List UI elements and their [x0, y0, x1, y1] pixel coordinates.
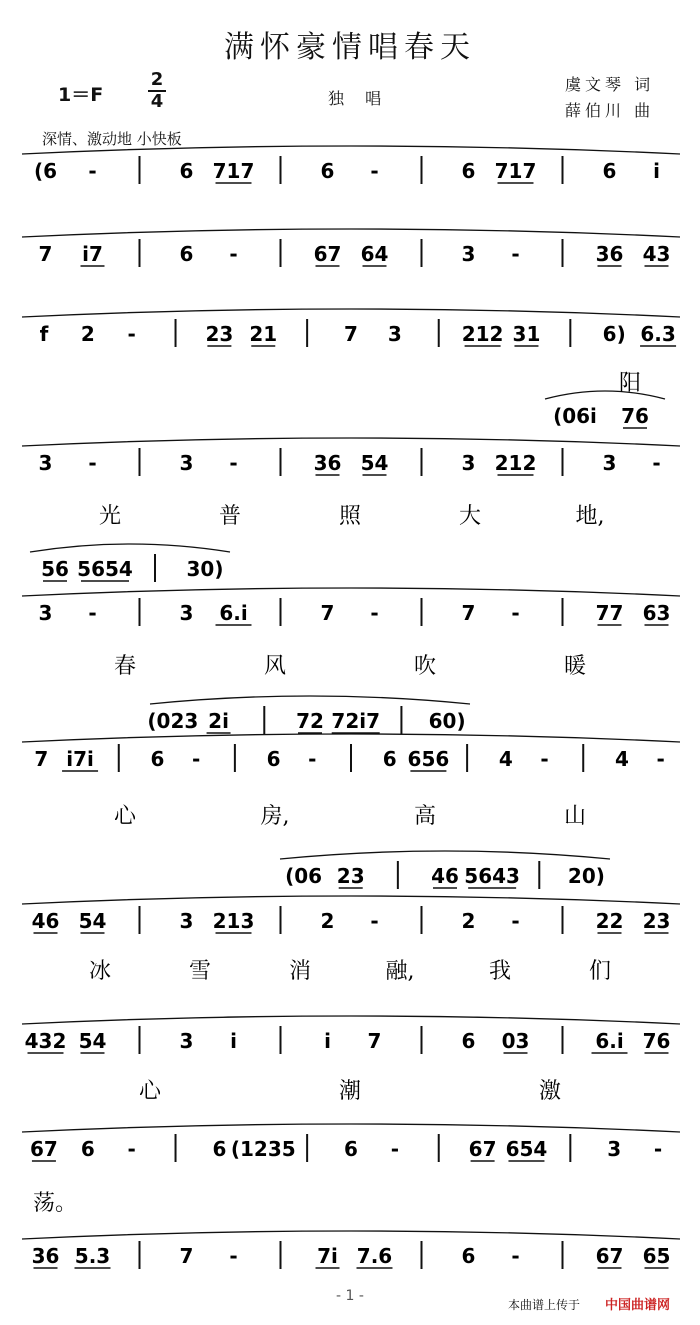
note-group: -: [308, 747, 317, 771]
page-title: 满怀豪情唱春天: [224, 30, 476, 65]
lyric-syllable: 暖: [563, 654, 587, 679]
slur: [22, 1231, 680, 1239]
note-group: 76: [642, 1029, 671, 1053]
note-group: 6: [320, 159, 335, 183]
note-group: 63: [642, 601, 671, 625]
note-group: 36: [313, 451, 342, 475]
note-group: -: [653, 1137, 663, 1161]
note-group: 5654: [77, 557, 133, 581]
note-group: -: [511, 601, 520, 625]
lyric-syllable: 高: [413, 804, 437, 829]
note-group: -: [229, 451, 238, 475]
note-group: 6.i: [219, 601, 248, 625]
score-row-7: [0, 1010, 700, 1070]
note-group: 7.6: [356, 1244, 393, 1268]
note-group: 5.3: [74, 1244, 111, 1268]
slur: [280, 851, 610, 859]
lyric-syllable: 春: [113, 654, 137, 679]
note-group: 56: [41, 557, 69, 581]
tempo-marking: 深情、激动地 小快板: [42, 130, 182, 148]
page-number: - 1 -: [336, 1288, 364, 1304]
note-group: 6: [266, 747, 281, 771]
note-group: -: [652, 451, 661, 475]
note-group: 656: [407, 747, 450, 771]
lyric-syllable: 地,: [575, 504, 605, 529]
lyric-line-4: [0, 647, 700, 687]
lyric-syllable: 潮: [338, 1079, 362, 1104]
note-group: -: [511, 1244, 520, 1268]
note-group: 77: [595, 601, 624, 625]
note-group: 7: [461, 601, 476, 625]
note-group: 6: [179, 242, 194, 266]
lyric-syllable: 心: [138, 1079, 162, 1104]
slur: [30, 544, 230, 552]
note-group: 3: [602, 451, 617, 475]
note-group: -: [656, 747, 665, 771]
lyric-line-7: [0, 1072, 700, 1112]
note-group: 4: [614, 747, 629, 771]
note-group: -: [540, 747, 549, 771]
note-group: 54: [78, 1029, 107, 1053]
note-group: 7i: [317, 1244, 338, 1268]
note-group: 3: [607, 1137, 622, 1161]
note-group: (06i: [553, 404, 597, 428]
note-group: 6.i: [595, 1029, 624, 1053]
note-group: 7: [320, 601, 335, 625]
note-group: 6: [461, 1244, 476, 1268]
note-group: -: [511, 909, 520, 933]
note-group: -: [390, 1137, 400, 1161]
lyric-syllable: 山: [563, 804, 587, 829]
note-group: 3: [387, 322, 402, 346]
note-group: 46: [431, 864, 459, 888]
note-group: -: [511, 242, 520, 266]
note-group: 46: [31, 909, 60, 933]
note-group: 23: [642, 909, 671, 933]
note-group: -: [88, 451, 97, 475]
lyric-syllable: 照: [338, 504, 362, 529]
note-group: -: [370, 909, 379, 933]
lyric-syllable: 大: [458, 504, 482, 529]
note-group: i7: [82, 242, 103, 266]
note-group: -: [370, 159, 379, 183]
lyric-syllable: 冰: [88, 959, 112, 984]
slur: [22, 309, 680, 317]
slur: [22, 229, 680, 237]
lyric-line-6: [0, 952, 700, 992]
note-group: 3: [179, 1029, 194, 1053]
note-group: 2: [320, 909, 335, 933]
slur: [22, 1124, 680, 1132]
meter-bottom: 4: [150, 91, 164, 112]
lyricist-credit: 虞文琴 词: [565, 75, 655, 94]
time-signature: [146, 70, 168, 112]
lyric-line-3: [0, 497, 700, 537]
note-group: i: [324, 1029, 331, 1053]
note-group: 717: [494, 159, 537, 183]
note-group: 43: [642, 242, 671, 266]
note-group: -: [127, 1137, 136, 1161]
note-group: 213: [212, 909, 255, 933]
note-group: 31: [512, 322, 541, 346]
note-group: i: [653, 159, 660, 183]
note-group: 7: [367, 1029, 382, 1053]
note-group: 23: [336, 864, 365, 888]
note-group: 3: [179, 451, 194, 475]
note-group: 2: [461, 909, 476, 933]
note-group: 36: [595, 242, 624, 266]
note-group: 03: [501, 1029, 530, 1053]
note-group: -: [88, 601, 97, 625]
note-group: 7: [179, 1244, 194, 1268]
score-row-9: [0, 1225, 700, 1285]
note-group: 3: [179, 909, 194, 933]
note-group: 2i: [208, 709, 229, 733]
note-group: 67: [468, 1137, 497, 1161]
note-group: 7: [38, 242, 53, 266]
note-group: 6: [602, 159, 617, 183]
note-group: 654: [505, 1137, 548, 1161]
note-group: 6: [344, 1137, 358, 1161]
note-group: (023: [147, 709, 199, 733]
note-group: -: [229, 242, 238, 266]
note-group: 212: [461, 322, 504, 346]
note-group: 76: [621, 404, 649, 428]
slur: [22, 1016, 680, 1024]
score-row-8: [0, 1118, 700, 1178]
meter-top: 2: [150, 69, 164, 90]
note-group: 432: [24, 1029, 67, 1053]
accomp-row-5: [0, 690, 700, 750]
accomp-row-6: [0, 845, 700, 905]
lyric-syllable: 房,: [260, 804, 290, 829]
note-group: f: [39, 322, 49, 346]
lyric-syllable: 普: [218, 504, 242, 529]
note-group: 72i7: [331, 709, 381, 733]
note-group: i7i: [66, 747, 94, 771]
lyric-syllable: 风: [263, 654, 287, 679]
note-group: 54: [360, 451, 389, 475]
note-group: 6: [150, 747, 165, 771]
lyric-syllable: 激: [538, 1079, 562, 1104]
note-group: (06: [285, 864, 323, 888]
key-signature: 1＝F: [58, 84, 104, 106]
note-group: 65: [642, 1244, 671, 1268]
lyric-syllable: 消: [288, 959, 312, 984]
lyric-line-8: [0, 1184, 700, 1224]
note-group: 60): [428, 709, 466, 733]
note-group: -: [88, 159, 97, 183]
score-row-2: [0, 303, 700, 363]
note-group: 3: [461, 242, 476, 266]
accomp-row-4: [0, 538, 700, 598]
note-group: 212: [494, 451, 537, 475]
note-group: 6: [212, 1137, 227, 1161]
lyric-syllable: 荡。: [32, 1191, 78, 1216]
note-group: 6: [179, 159, 194, 183]
note-group: 717: [212, 159, 255, 183]
footer-note: 本曲谱上传于: [508, 1298, 581, 1312]
note-group: 6.3: [640, 322, 676, 346]
note-group: 3: [461, 451, 476, 475]
slur: [150, 696, 470, 704]
note-group: 7: [344, 322, 358, 346]
note-group: -: [127, 322, 136, 346]
lyric-syllable: 光: [98, 504, 122, 529]
note-group: 4: [498, 747, 513, 771]
note-group: 30): [186, 557, 224, 581]
note-group: -: [229, 1244, 238, 1268]
note-group: 2: [80, 322, 95, 346]
note-group: 72: [296, 709, 324, 733]
note-group: 6: [461, 1029, 476, 1053]
score-row-1: [0, 223, 700, 283]
note-group: 64: [360, 242, 389, 266]
note-group: 54: [78, 909, 107, 933]
score-row-0: [0, 140, 700, 200]
note-group: -: [192, 747, 201, 771]
performer-label: 独 唱: [328, 89, 390, 108]
site-logo: 中国曲谱网: [605, 1298, 671, 1313]
lyric-syllable: 们: [588, 959, 612, 984]
note-group: 6: [80, 1137, 95, 1161]
note-group: 6: [382, 747, 397, 771]
note-group: 6: [461, 159, 476, 183]
note-group: 3: [38, 451, 53, 475]
note-group: 22: [595, 909, 624, 933]
lyric-line-5: [0, 797, 700, 837]
slur: [22, 146, 680, 154]
lyric-syllable: 雪: [188, 959, 212, 984]
note-group: 3: [179, 601, 194, 625]
lyric-syllable: 融,: [385, 959, 415, 984]
note-group: 7: [34, 747, 49, 771]
note-group: 23: [205, 322, 234, 346]
note-group: 3: [38, 601, 53, 625]
lyric-syllable: 阳: [618, 371, 642, 396]
note-group: 36: [31, 1244, 60, 1268]
composer-credit: 薛伯川 曲: [565, 101, 655, 120]
note-group: i: [230, 1029, 237, 1053]
note-group: 20): [567, 864, 605, 888]
note-group: 5643: [464, 864, 520, 888]
lyric-syllable: 心: [113, 804, 137, 829]
note-group: 67: [595, 1244, 624, 1268]
note-group: 67: [313, 242, 342, 266]
note-group: 6): [602, 322, 626, 346]
note-group: (1235: [230, 1137, 296, 1161]
note-group: 67: [30, 1137, 58, 1161]
lyric-line-2: [0, 364, 700, 404]
note-group: -: [370, 601, 379, 625]
lyric-syllable: 吹: [413, 654, 437, 679]
note-group: 21: [249, 322, 278, 346]
note-group: (6: [33, 159, 58, 183]
lyric-syllable: 我: [488, 959, 512, 984]
